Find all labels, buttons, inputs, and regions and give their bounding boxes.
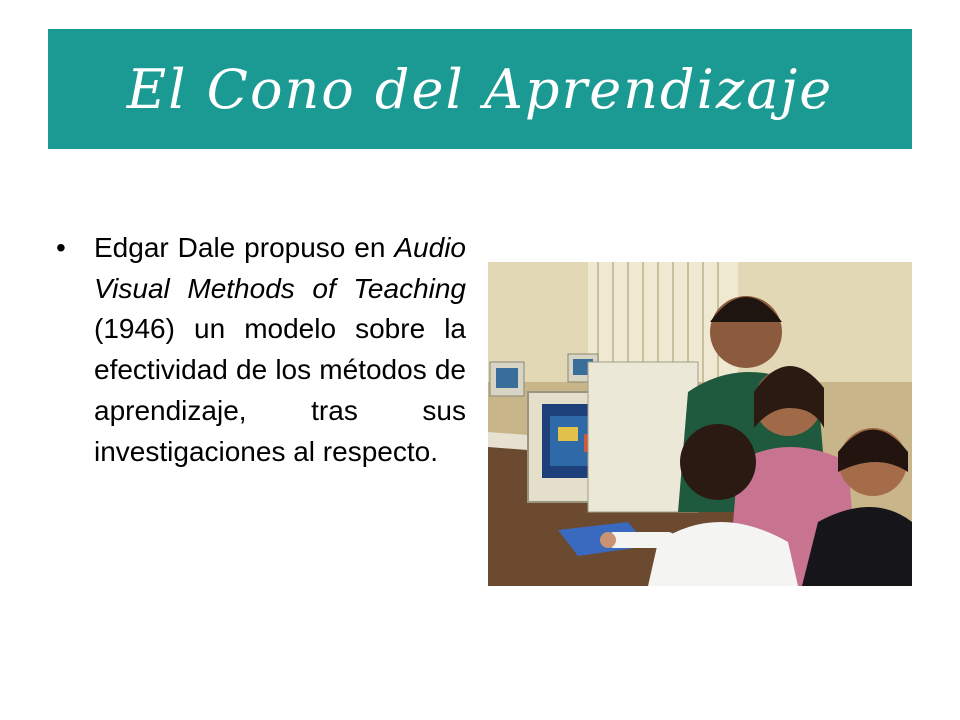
bullet-marker: •: [56, 232, 66, 263]
students-computer-photo: [488, 262, 912, 586]
bullet-item: [56, 228, 466, 472]
slide-title: El Cono del Aprendizaje: [126, 57, 834, 121]
bullet-text-part1: Edgar Dale propuso en: [94, 232, 395, 263]
book-title: Audio Visual Methods of Teaching: [94, 232, 466, 304]
title-bar: [48, 29, 912, 149]
bullet-text-part2: (1946) un modelo sobre la efectividad de los métodos de aprendizaje, tras sus investigaciones al respecto.: [94, 313, 466, 467]
bullet-text: [94, 228, 466, 472]
photo-illustration: [488, 262, 912, 586]
